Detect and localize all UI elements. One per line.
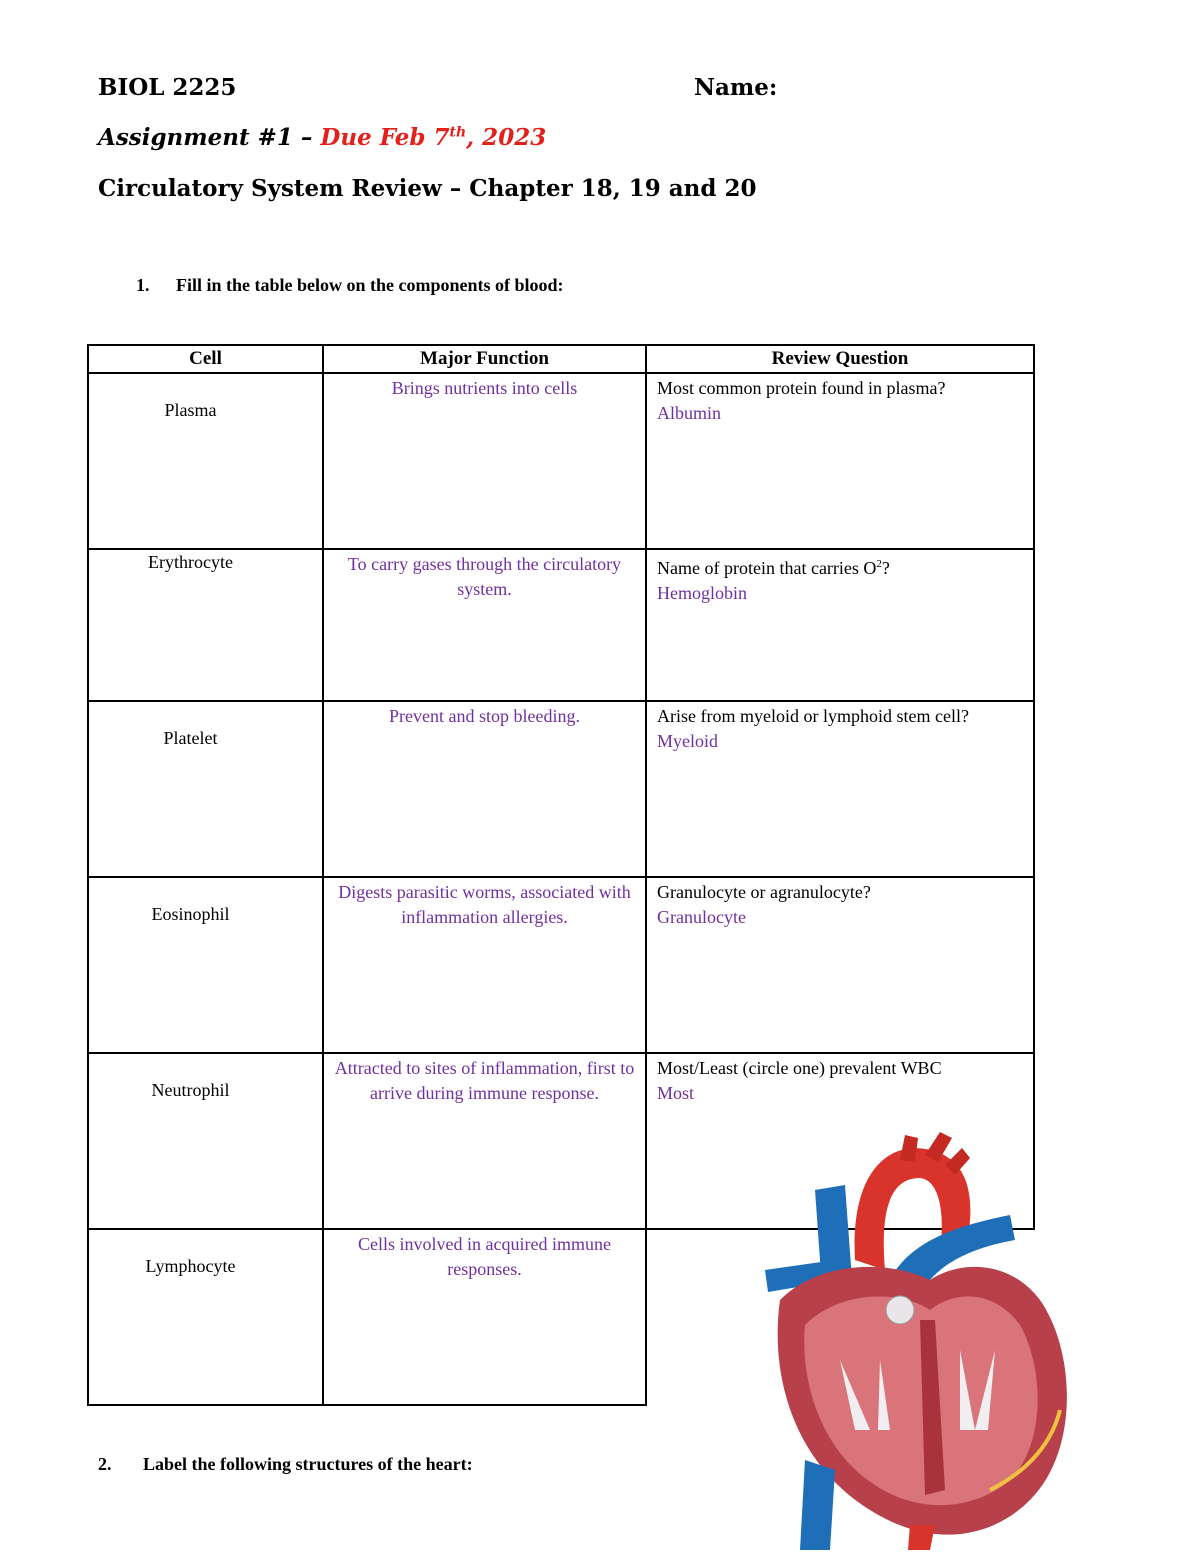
table-row: [88, 877, 1034, 1053]
due-sup: th: [449, 124, 467, 141]
cell-function: Attracted to sites of inflammation, first to arrive during immune response.: [323, 1053, 646, 1229]
header-review-question: Review Question: [646, 345, 1034, 373]
cell-function: To carry gases through the circulatory system.: [323, 549, 646, 701]
table-row: [88, 549, 1034, 701]
answer-text: Hemoglobin: [657, 583, 747, 603]
cell-name: Neutrophil: [88, 1053, 323, 1229]
review-question: [646, 373, 1034, 549]
answer-text: Granulocyte: [657, 907, 746, 927]
cell-function: Digests parasitic worms, associated with inflammation allergies.: [323, 877, 646, 1053]
question-2-number: 2.: [98, 1454, 112, 1474]
question-1-text: Fill in the table below on the components of blood:: [176, 275, 564, 295]
review-question: [646, 549, 1034, 701]
due-year: , 2023: [466, 124, 547, 151]
answer-text: Most: [657, 1083, 695, 1103]
answer-text: Albumin: [657, 403, 722, 423]
review-question: [646, 701, 1034, 877]
question-1-number: 1.: [136, 275, 150, 295]
assignment-prefix: Assignment #1 –: [98, 124, 321, 151]
heart-anatomy-icon: [760, 1130, 1090, 1550]
cell-function: Prevent and stop bleeding.: [323, 701, 646, 877]
cell-name: Platelet: [88, 701, 323, 877]
cell-name: Lymphocyte: [88, 1229, 323, 1405]
cell-name: Eosinophil: [88, 877, 323, 1053]
question-1: [136, 275, 564, 296]
question-text: Most common protein found in plasma?: [657, 378, 946, 398]
question-text: Arise from myeloid or lymphoid stem cell?: [657, 706, 969, 726]
name-label: Name:: [694, 74, 778, 101]
due-text: Due Feb 7: [320, 124, 450, 151]
question-text: Name of protein that carries O: [657, 558, 877, 578]
table-header-row: [88, 345, 1034, 373]
question-suffix: ?: [881, 558, 890, 578]
course-code: BIOL 2225: [98, 74, 237, 101]
answer-text: Myeloid: [657, 731, 718, 751]
question-2-text: Label the following structures of the heart:: [143, 1454, 473, 1474]
assignment-title: [98, 124, 546, 151]
review-question: [646, 877, 1034, 1053]
cell-function: Brings nutrients into cells: [323, 373, 646, 549]
cell-name: Erythrocyte: [88, 549, 323, 701]
question-sup: 2: [876, 558, 882, 570]
inferior-vena-cava: [800, 1460, 835, 1550]
cell-name: Plasma: [88, 373, 323, 549]
page-subtitle: Circulatory System Review – Chapter 18, 19 and 20: [98, 175, 757, 202]
table-row: [88, 701, 1034, 877]
question-text: Granulocyte or agranulocyte?: [657, 882, 871, 902]
question-text: Most/Least (circle one) prevalent WBC: [657, 1058, 942, 1078]
aortic-valve: [886, 1296, 914, 1324]
header-cell: Cell: [88, 345, 323, 373]
descending-aorta: [908, 1525, 935, 1550]
header-function: Major Function: [323, 345, 646, 373]
table-row: [88, 373, 1034, 549]
question-2: [98, 1454, 473, 1475]
cell-function: Cells involved in acquired immune responses.: [323, 1229, 646, 1405]
due-date: [320, 124, 546, 151]
